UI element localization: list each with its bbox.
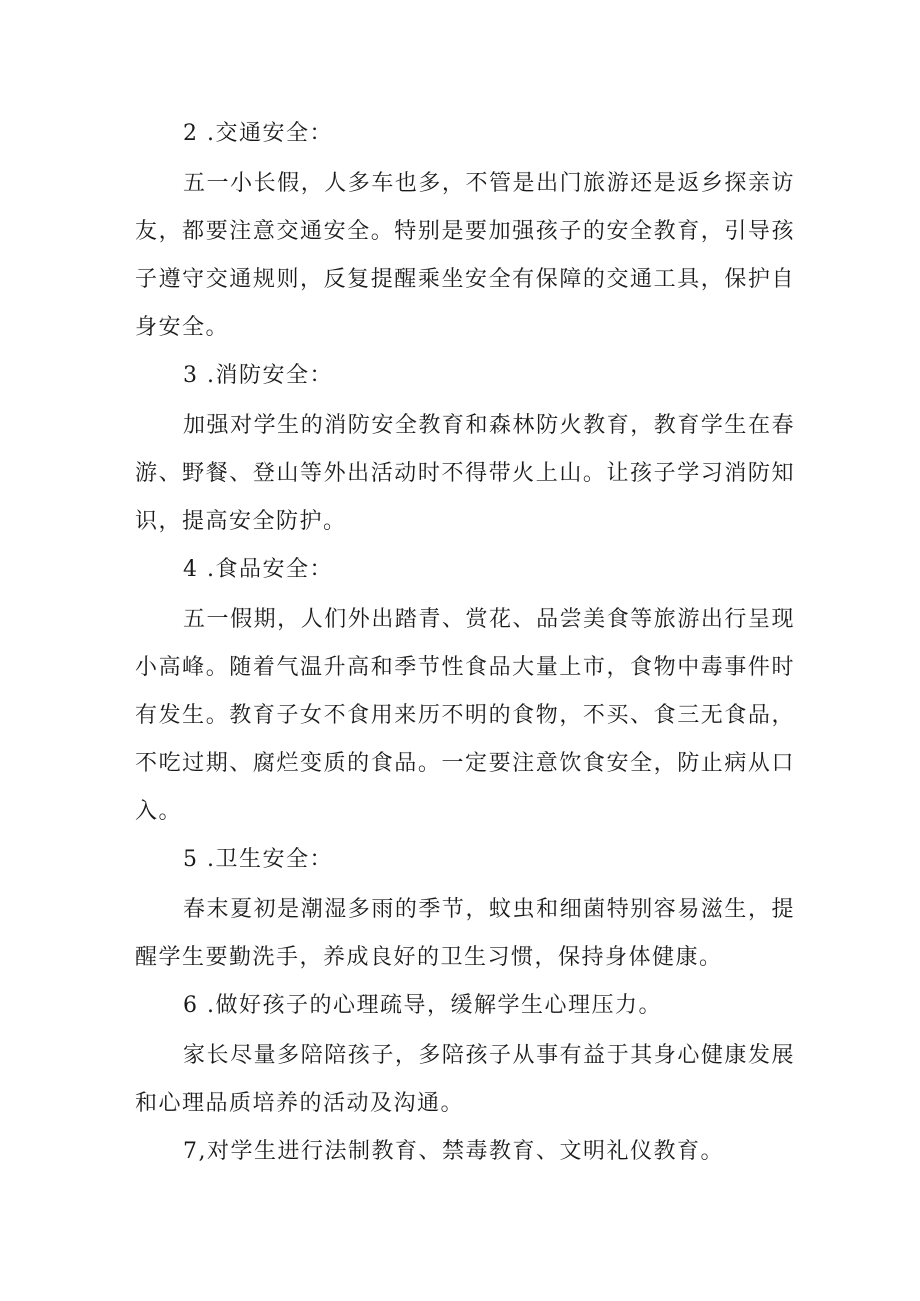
document-body — [135, 110, 795, 1178]
section-body-traffic: 五一小长假，人多车也多，不管是出门旅游还是返乡探亲访友，都要注意交通安全。特别是要加强孩子的安全教育，引导孩子遵守交通规则，反复提醒乘坐安全有保障的交通工具，保护自身安全。 — [135, 171, 795, 340]
section-heading-hygiene: 5 .卫生安全： — [183, 847, 333, 872]
section-heading-psychology: 6 .做好孩子的心理疏导，缓解学生心理压力。 — [183, 993, 662, 1018]
section-heading-food: 4 .食品安全： — [183, 557, 333, 582]
section-body-fire: 加强对学生的消防安全教育和森林防火教育，教育学生在春游、野餐、登山等外出活动时不得带火上山。让孩子学习消防知识，提高安全防护。 — [135, 413, 795, 534]
section-heading-fire: 3 .消防安全： — [183, 363, 333, 388]
section-body-hygiene: 春末夏初是潮湿多雨的季节，蚊虫和细菌特别容易滋生，提醒学生要勤洗手，养成良好的卫生习惯，保持身体健康。 — [135, 897, 795, 970]
section-body-psychology: 家长尽量多陪陪孩子，多陪孩子从事有益于其身心健康发展和心理品质培养的活动及沟通。 — [135, 1043, 795, 1116]
section-heading-traffic: 2 .交通安全： — [183, 121, 333, 146]
section-heading-education: 7,对学生进行法制教育、禁毒教育、文明礼仪教育。 — [183, 1139, 724, 1164]
section-body-food: 五一假期，人们外出踏青、赏花、品尝美食等旅游出行呈现小高峰。随着气温升高和季节性食品大量上市，食物中毒事件时有发生。教育子女不食用来历不明的食物，不买、食三无食品，不吃过期、腐烂变质的食品。一定要注意饮食安全，防止病从口入。 — [135, 607, 795, 824]
